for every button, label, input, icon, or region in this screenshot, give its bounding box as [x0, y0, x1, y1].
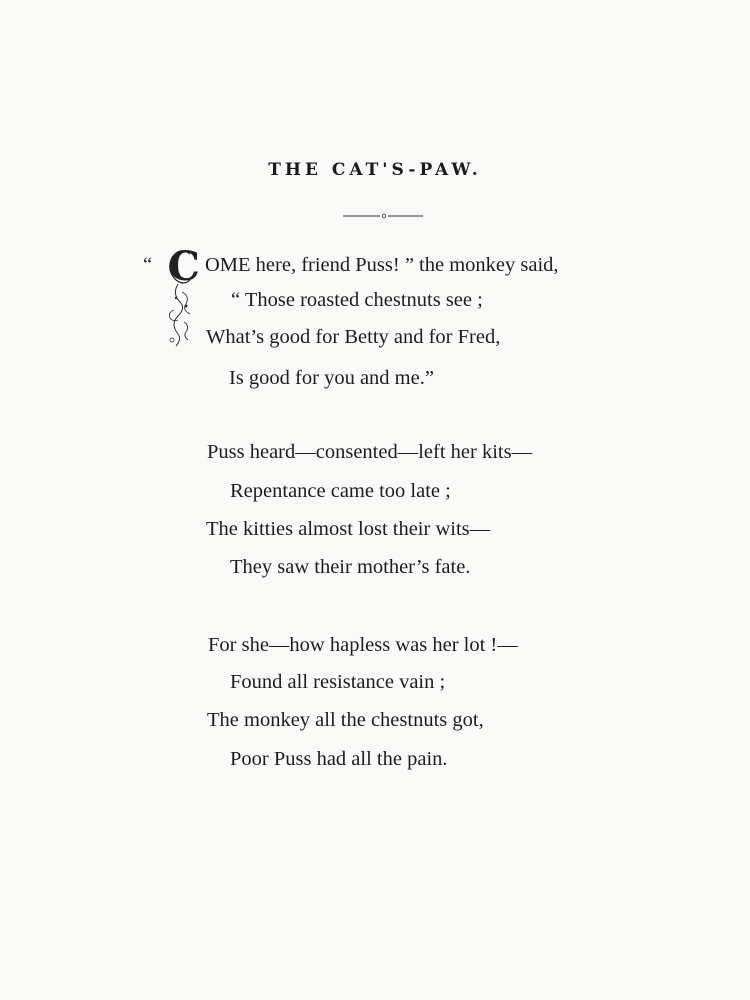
- poem-line: Poor Puss had all the pain.: [230, 748, 448, 770]
- poem-line: Is good for you and me.”: [229, 367, 434, 389]
- poem-line: OME here, friend Puss! ” the monkey said,: [205, 254, 559, 276]
- poem-line: What’s good for Betty and for Fred,: [206, 326, 501, 348]
- drop-cap-letter: C: [168, 243, 200, 290]
- poem-line: The monkey all the chestnuts got,: [207, 709, 484, 731]
- poem-line: The kitties almost lost their wits—: [206, 518, 491, 540]
- poem-line: “ Those roasted chestnuts see ;: [231, 289, 483, 311]
- ornamental-rule: [0, 211, 750, 221]
- poem-title: THE CAT'S-PAW.: [268, 160, 482, 180]
- poem-line: They saw their mother’s fate.: [230, 556, 471, 578]
- poem-line: Found all resistance vain ;: [230, 671, 446, 693]
- opening-quote: “: [143, 254, 153, 276]
- poem-line: Repentance came too late ;: [230, 480, 451, 502]
- ornate-drop-cap-c-icon: [160, 240, 208, 352]
- poem-line: For she—how hapless was her lot !—: [208, 634, 518, 656]
- poem-line: Puss heard—consented—left her kits—: [207, 441, 533, 463]
